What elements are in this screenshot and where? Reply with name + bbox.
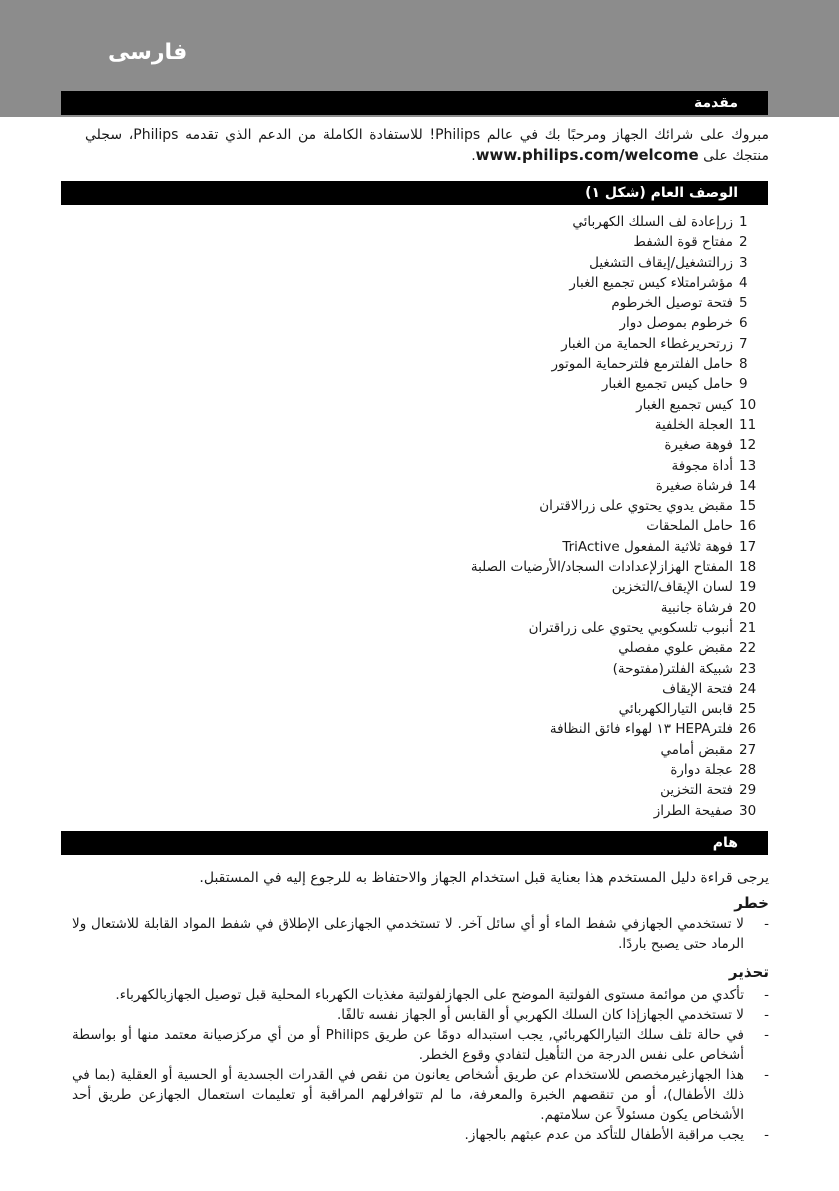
parts-list-item — [269, 293, 769, 313]
bullet-text: لا تستخدمي الجهازإذا كان السلك الكهربي أو القابس أو الجهاز نفسه تالفًا. — [336, 1007, 744, 1023]
parts-list-item — [269, 516, 769, 536]
part-label: حامل الملحقات — [646, 518, 733, 535]
part-label: مفتاح قوة الشفط — [633, 234, 733, 251]
parts-list-item — [269, 699, 769, 719]
danger-item — [70, 914, 769, 954]
parts-list-item — [269, 638, 769, 658]
bullet-text: هذا الجهازغيرمخصص للاستخدام عن طريق أشخاص يعانون من نقص في القدرات الجسدية أو الحسية أو العقلية (بما في ذلك الأطفال)، أو من تنقصهم الخبرة والمعرفة، ما لم تتوافرلهم المراقبة أو تعليمات استعمال الجهازعن طريق أحد الأشخاص يكون مسئولاً عن سلامتهم. — [72, 1067, 744, 1123]
part-label: أنبوب تلسكوبي يحتوي على زراقتران — [528, 619, 733, 636]
parts-list-item — [269, 456, 769, 476]
parts-list-item — [269, 801, 769, 821]
part-label: زرتحريرغطاء الحماية من الغبار — [561, 335, 733, 352]
bullet-text: يجب مراقبة الأطفال للتأكد من عدم عبثهم بالجهاز. — [464, 1127, 744, 1143]
bullet-dash: - — [764, 916, 769, 932]
bullet-dash: - — [764, 1067, 769, 1083]
part-number: 25 — [739, 701, 757, 718]
part-label: لسان الإيقاف/التخزين — [611, 579, 733, 596]
parts-list-item — [269, 232, 769, 252]
part-label: العجلة الخلفية — [654, 416, 733, 433]
part-label: فتحة توصيل الخرطوم — [611, 295, 733, 312]
part-label: زرالتشغيل/إيقاف التشغيل — [589, 254, 733, 271]
part-label: كيس تجميع الغبار — [636, 396, 733, 413]
overview-section-heading: الوصف العام (شكل ١) — [61, 181, 768, 205]
parts-list-item — [269, 659, 769, 679]
important-intro: يرجى قراءة دليل المستخدم هذا بعناية قبل استخدام الجهاز والاحتفاظ به للرجوع إليه في المستقبل. — [199, 870, 769, 886]
part-label: فلترHEPA ١٣ لهواء فائق النظافة — [549, 721, 733, 738]
part-number: 22 — [739, 640, 757, 657]
warning-item — [70, 1125, 769, 1145]
parts-list-item — [269, 476, 769, 496]
parts-list-item — [269, 334, 769, 354]
part-number: 21 — [739, 619, 757, 636]
part-number: 20 — [739, 599, 757, 616]
part-label: المفتاح الهزازلإعدادات السجاد/الأرضيات الصلبة — [470, 559, 733, 576]
part-label: مقبض أمامي — [660, 741, 733, 758]
part-number: 14 — [739, 477, 757, 494]
parts-list-item — [269, 679, 769, 699]
important-section-heading: هام — [61, 831, 768, 855]
parts-list-item — [269, 557, 769, 577]
part-number: 9 — [739, 376, 748, 393]
part-number: 13 — [739, 457, 757, 474]
part-number: 11 — [739, 416, 757, 433]
part-number: 29 — [739, 782, 757, 799]
parts-list-item — [269, 313, 769, 333]
part-number: 27 — [739, 741, 757, 758]
intro-paragraph — [85, 125, 769, 166]
warning-list — [70, 985, 769, 1145]
parts-list-item — [269, 496, 769, 516]
part-number: 23 — [739, 660, 757, 677]
part-label: فرشاة صغيرة — [655, 477, 733, 494]
part-number: 2 — [739, 234, 748, 251]
part-number: 28 — [739, 762, 757, 779]
parts-list-item — [269, 780, 769, 800]
parts-list-item — [269, 273, 769, 293]
part-number: 15 — [739, 498, 757, 515]
part-number: 24 — [739, 680, 757, 697]
part-number: 17 — [739, 538, 757, 555]
parts-list-item — [269, 253, 769, 273]
part-label: مؤشرامتلاء كيس تجميع الغبار — [569, 274, 733, 291]
warning-item — [70, 985, 769, 1005]
part-number: 4 — [739, 274, 748, 291]
bullet-dash: - — [764, 1007, 769, 1023]
part-label: خرطوم بموصل دوار — [619, 315, 733, 332]
part-number: 5 — [739, 295, 748, 312]
part-number: 1 — [739, 214, 748, 230]
part-label: فوهة صغيرة — [664, 437, 733, 454]
part-number: 10 — [739, 396, 757, 413]
part-label: أداة مجوفة — [671, 457, 733, 474]
part-number: 30 — [739, 802, 757, 819]
intro-section-heading: مقدمة — [61, 91, 768, 115]
part-number: 19 — [739, 579, 757, 596]
part-number: 8 — [739, 356, 748, 373]
part-label: فتحة الإيقاف — [662, 680, 733, 697]
part-label: مقبض علوي مفصلي — [618, 640, 733, 657]
bullet-text: تأكدي من موائمة مستوى الفولتية الموضح على الجهازلفولتية مغذيات الكهرباء المحلية قبل توصيل الجهازبالكهرباء. — [115, 987, 744, 1003]
bullet-text: في حالة تلف سلك التيارالكهربائي, يجب استبداله دومًا عن طريق Philips أو من أي مركزصيانة معتمد منها أو بواسطة أشخاص على نفس الدرجة من التأهيل لتفادي وقوع الخطر. — [72, 1027, 745, 1063]
parts-list-item — [269, 537, 769, 557]
part-label: قابس التيارالكهربائي — [618, 701, 733, 718]
parts-list-item — [269, 618, 769, 638]
intro-text-suffix: . — [471, 148, 476, 164]
part-number: 12 — [739, 437, 757, 454]
parts-list-item — [269, 760, 769, 780]
language-title: فارسی — [108, 40, 188, 65]
parts-list-item — [269, 415, 769, 435]
parts-list-item — [269, 374, 769, 394]
bullet-dash: - — [764, 1127, 769, 1143]
part-label: عجلة دوارة — [670, 762, 733, 779]
bullet-dash: - — [764, 1027, 769, 1043]
part-number: 18 — [739, 559, 757, 576]
bullet-text: لا تستخدمي الجهازفي شفط الماء أو أي سائل آخر. لا تستخدمي الجهازعلى الإطلاق في شفط المواد القابلة للاشتعال ولا الرماد حتى يصبح باردًا. — [72, 916, 744, 952]
part-label: صفيحة الطراز — [653, 802, 733, 819]
part-label: حامل كيس تجميع الغبار — [601, 376, 733, 393]
welcome-url: www.philips.com/welcome — [475, 146, 699, 164]
part-label: زرإعادة لف السلك الكهربائي — [572, 214, 733, 230]
part-number: 6 — [739, 315, 748, 332]
part-label: شبيكة الفلتر(مفتوحة) — [612, 660, 733, 677]
parts-list-item — [269, 354, 769, 374]
danger-heading: خطر — [734, 894, 769, 912]
parts-list-item — [269, 740, 769, 760]
warning-heading: تحذير — [728, 963, 769, 981]
parts-list-item — [269, 395, 769, 415]
part-number: 26 — [739, 721, 757, 738]
danger-list — [70, 914, 769, 954]
warning-item — [70, 1025, 769, 1065]
part-number: 7 — [739, 335, 748, 352]
part-label: حامل الفلترمع فلترحماية الموتور — [551, 356, 733, 373]
warning-item — [70, 1065, 769, 1125]
part-label: مقبض يدوي يحتوي على زرالاقتران — [539, 498, 733, 515]
intro-text: مبروك على شرائك الجهاز ومرحبًا بك في عالم Philips! للاستفادة الكاملة من الدعم الذي تقدمه Philips، سجلي منتجك على — [85, 127, 770, 164]
parts-list-item — [269, 212, 769, 232]
parts-list-item — [269, 719, 769, 739]
part-number: 16 — [739, 518, 757, 535]
part-number: 3 — [739, 254, 748, 271]
part-label: فوهة ثلاثية المفعول TriActive — [562, 538, 733, 555]
bullet-dash: - — [764, 987, 769, 1003]
parts-list — [269, 212, 769, 821]
part-label: فرشاة جانبية — [660, 599, 733, 616]
part-label: فتحة التخزين — [660, 782, 733, 799]
parts-list-item — [269, 435, 769, 455]
parts-list-item — [269, 577, 769, 597]
parts-list-item — [269, 598, 769, 618]
warning-item — [70, 1005, 769, 1025]
